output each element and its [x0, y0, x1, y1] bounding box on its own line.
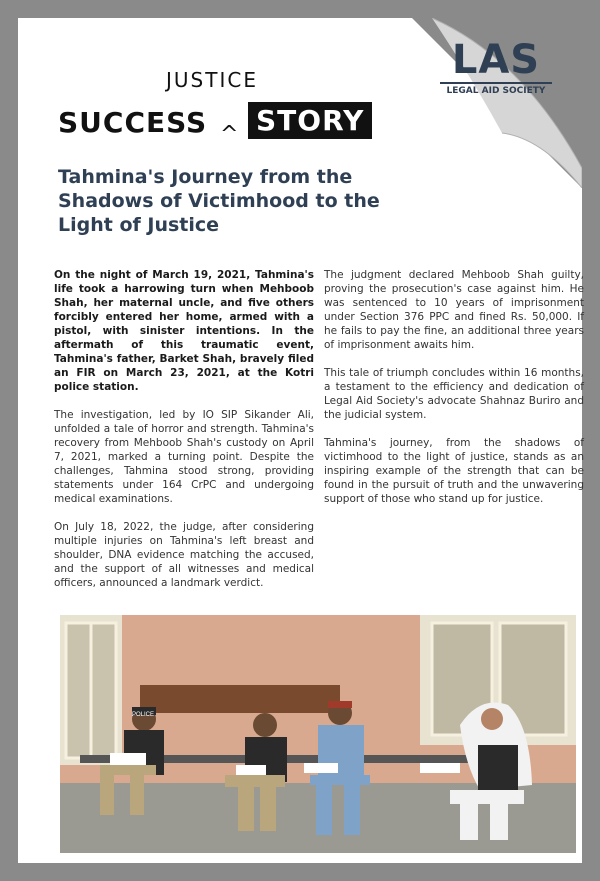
- header-justice: JUSTICE: [166, 68, 258, 92]
- right-column: [324, 268, 584, 520]
- courtroom-photo: [60, 615, 576, 853]
- right-paragraph-2: This tale of triumph concludes within 16 months, a testament to the efficiency and dedication of Legal Aid Society's advocate Shahnaz Buriro and the judicial system.: [324, 367, 584, 421]
- page: [18, 18, 582, 863]
- article-title: Tahmina's Journey from the Shadows of Victimhood to the Light of Justice: [58, 166, 380, 236]
- wooden-panel: [140, 685, 340, 713]
- las-logo: [440, 37, 552, 96]
- police-cap-label: POLICE: [132, 712, 155, 718]
- left-column: [54, 268, 314, 604]
- header-story: STORY: [248, 102, 372, 139]
- right-paragraph-1: The judgment declared Mehboob Shah guilty, proving the prosecution's case against him. He was sentenced to 10 years of imprisonment under Section 376 PPC and fined Rs. 50,000. If he fails to pay the fine, an additional three years of imprisonment awaits him.: [324, 269, 584, 351]
- header-caret: ^: [220, 122, 239, 147]
- logo-subtitle: LEGAL AID SOCIETY: [440, 82, 552, 96]
- left-paragraph-1: On the night of March 19, 2021, Tahmina's life took a harrowing turn when Mehboob Shah, her maternal uncle, and five others forcibly entered her home, armed with a pistol, with sinister intentions. In the aftermath of this traumatic event, Tahmina's father, Barket Shah, bravely filed an FIR on March 23, 2021, at the Kotri police station.: [54, 269, 314, 393]
- right-paragraph-3: Tahmina's journey, from the shadows of victimhood to the light of justice, stands as an inspiring example of the strength that can be found in the pursuit of truth and the unwavering support of those who stand up for justice.: [324, 437, 584, 505]
- success-story-header: [58, 68, 398, 148]
- logo-mark: LAS: [451, 37, 541, 83]
- left-paragraph-3: On July 18, 2022, the judge, after considering multiple injuries on Tahmina's left breast and shoulder, DNA evidence matching the accused, and the support of all witnesses and medical officers, announced a landmark verdict.: [54, 521, 314, 589]
- left-paragraph-2: The investigation, led by IO SIP Sikander Ali, unfolded a tale of horror and strength. Tahmina's recovery from Mehboob Shah's custody on April 7, 2021, marked a turning point. Despite the challenges, Tahmina stood strong, providing statements under 164 CrPC and undergoing medical examinations.: [54, 409, 314, 505]
- header-success: SUCCESS: [58, 106, 208, 139]
